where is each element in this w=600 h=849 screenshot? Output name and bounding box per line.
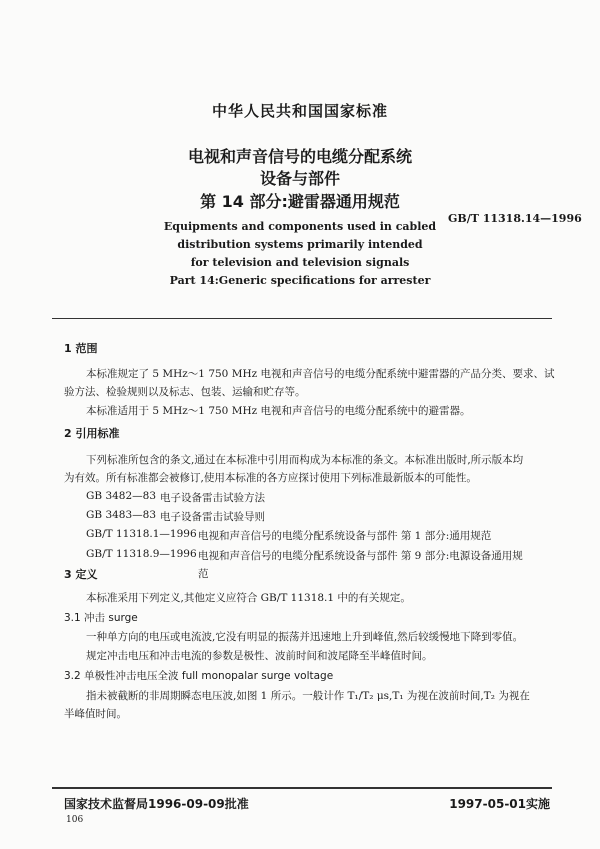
paragraph: 本标准采用下列定义,其他定义应符合 GB/T 11318.1 中的有关规定。 bbox=[86, 592, 411, 604]
paragraph: 为有效。所有标准都会被修订,使用本标准的各方应探讨使用下列标准最新版本的可能性。 bbox=[64, 472, 477, 484]
paragraph: 指未被截断的非周期瞬态电压波,如图 1 所示。一般计作 T₁/T₂ μs,T₁ 为视在波前时间,T₂ 为视在 bbox=[86, 690, 530, 702]
footer-divider bbox=[52, 787, 552, 789]
english-title-line-3: for television and television signals bbox=[190, 256, 410, 269]
paragraph: 半峰值时间。 bbox=[64, 708, 127, 720]
reference-code: GB/T 11318.1—1996 bbox=[86, 528, 197, 540]
reference-code: GB/T 11318.9—1996 bbox=[86, 548, 197, 560]
title-line-2: 设备与部件 bbox=[259, 169, 340, 188]
reference-title-continued: 范 bbox=[198, 568, 209, 580]
reference-code: GB 3483—83 bbox=[86, 509, 157, 521]
paragraph: 规定冲击电压和冲击电流的参数是极性、波前时间和波尾降至半峰值时间。 bbox=[86, 650, 433, 662]
reference-code: GB 3482—83 bbox=[86, 490, 157, 502]
reference-title: 电视和声音信号的电缆分配系统设备与部件 第 9 部分:电源设备通用规 bbox=[198, 550, 523, 562]
reference-title: 电子设备雷击试验方法 bbox=[160, 492, 265, 504]
national-standard-heading: 中华人民共和国国家标准 bbox=[211, 102, 388, 120]
paragraph: 本标准规定了 5 MHz～1 750 MHz 电视和声音信号的电缆分配系统中避雷器的产品分类、要求、试 bbox=[86, 368, 555, 380]
standard-number: GB/T 11318.14—1996 bbox=[448, 212, 582, 225]
approval-date: 国家技术监督局1996-09-09批准 bbox=[64, 797, 249, 811]
reference-title: 电子设备雷击试验导则 bbox=[160, 511, 265, 523]
paragraph: 本标准适用于 5 MHz～1 750 MHz 电视和声音信号的电缆分配系统中的避雷器。 bbox=[86, 405, 471, 417]
paragraph: 下列标准所包含的条文,通过在本标准中引用而构成为本标准的条文。本标准出版时,所示版本均 bbox=[86, 454, 524, 466]
title-line-1: 电视和声音信号的电缆分配系统 bbox=[187, 147, 412, 166]
title-line-3: 第 14 部分:避雷器通用规范 bbox=[200, 192, 400, 211]
subsection-3-2-title: 3.2 单极性冲击电压全波 full monopalar surge voltage bbox=[64, 670, 334, 682]
english-title-line-2: distribution systems primarily intended bbox=[177, 238, 423, 251]
effective-date: 1997-05-01实施 bbox=[449, 797, 550, 811]
paragraph: 验方法、检验规则以及标志、包装、运输和贮存等。 bbox=[64, 386, 306, 398]
subsection-3-1-title: 3.1 冲击 surge bbox=[64, 612, 138, 624]
page-number: 106 bbox=[66, 815, 84, 825]
header-divider bbox=[52, 318, 552, 319]
english-title-line-1: Equipments and components used in cabled bbox=[163, 220, 437, 233]
english-title-line-4: Part 14:Generic specifications for arrester bbox=[169, 274, 431, 287]
section-1-title: 1 范围 bbox=[64, 342, 98, 355]
section-2-title: 2 引用标准 bbox=[64, 427, 120, 440]
paragraph: 一种单方向的电压或电流波,它没有明显的振荡并迅速地上升到峰值,然后较缓慢地下降到零值。 bbox=[86, 631, 524, 643]
section-3-title: 3 定义 bbox=[64, 568, 98, 581]
reference-title: 电视和声音信号的电缆分配系统设备与部件 第 1 部分:通用规范 bbox=[198, 530, 492, 542]
